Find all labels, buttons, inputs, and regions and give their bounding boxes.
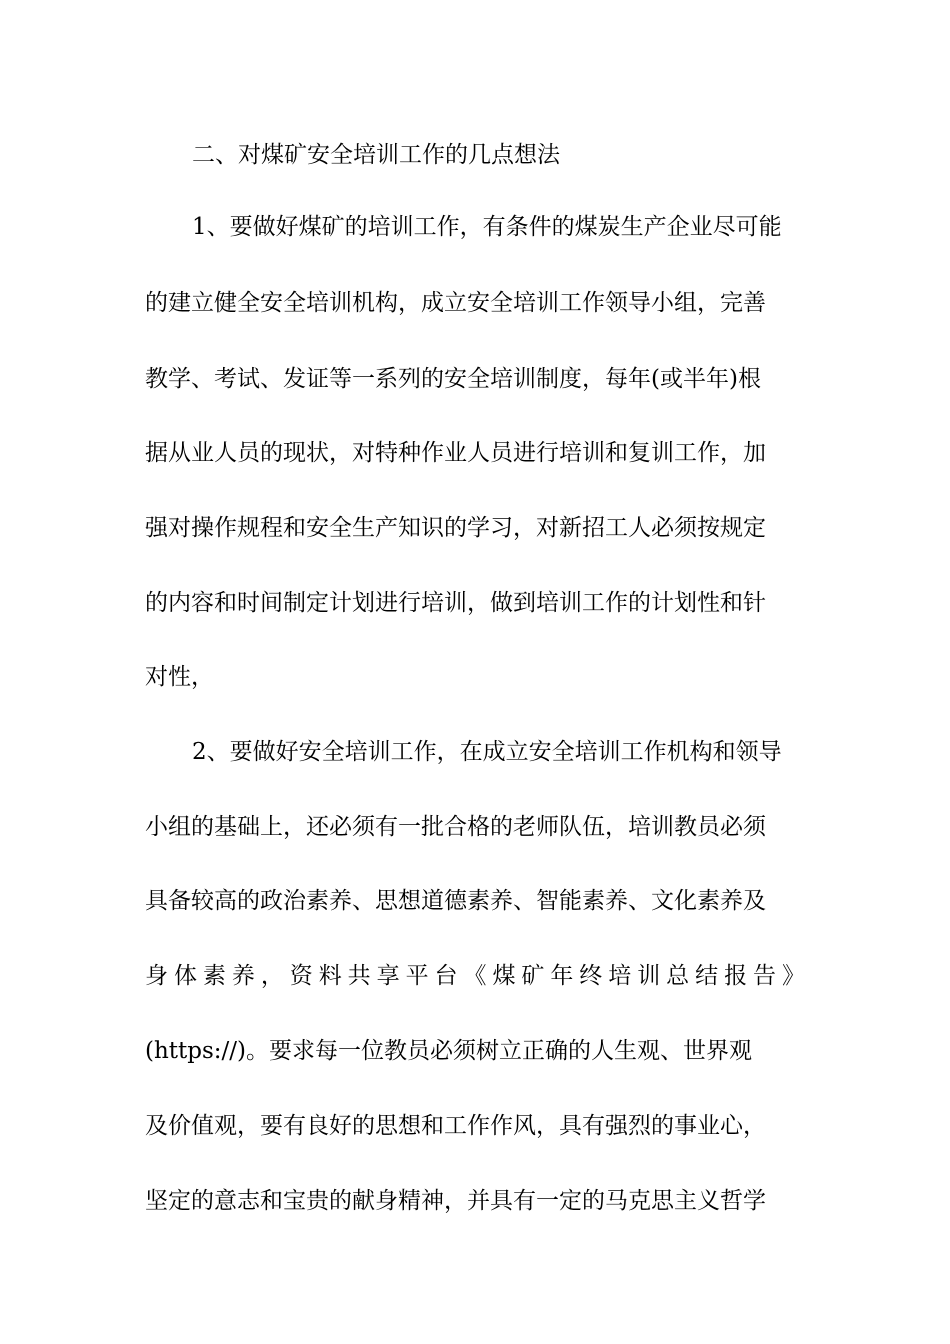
justified-char: 煤 (492, 963, 516, 989)
paragraph-line: 对性， (145, 664, 214, 690)
justified-char: 矿 (521, 963, 545, 989)
justified-char: 训 (637, 963, 661, 989)
justified-char: 告 (753, 963, 777, 989)
justified-char: 结 (695, 963, 719, 989)
justified-char: 报 (724, 963, 748, 989)
section-heading: 二、对煤矿安全培训工作的几点想法 (192, 142, 560, 168)
paragraph-line: 2、要做好安全培训工作，在成立安全培训工作机构和领导 (192, 739, 782, 765)
paragraph-line: 具备较高的政治素养、思想道德素养、智能素养、文化素养及 (145, 888, 766, 914)
justified-char: 资 (289, 963, 313, 989)
paragraph-line: (https://)。要求每一位教员必须树立正确的人生观、世界观 (145, 1038, 753, 1064)
justified-char: 《 (463, 963, 487, 989)
justified-char: 总 (666, 963, 690, 989)
justified-char: 素 (202, 963, 226, 989)
justified-char: 体 (173, 963, 197, 989)
justified-char: 培 (608, 963, 632, 989)
paragraph-line: 的内容和时间制定计划进行培训，做到培训工作的计划性和针 (145, 590, 766, 616)
paragraph-line: 据从业人员的现状，对特种作业人员进行培训和复训工作，加 (145, 440, 766, 466)
justified-char: 享 (376, 963, 400, 989)
paragraph-line: 小组的基础上，还必须有一批合格的老师队伍，培训教员必须 (145, 814, 766, 840)
paragraph-line: 的建立健全安全培训机构，成立安全培训工作领导小组，完善 (145, 290, 766, 316)
paragraph-line-justified (145, 961, 805, 991)
justified-char: 台 (434, 963, 458, 989)
paragraph-line: 及价值观，要有良好的思想和工作作风，具有强烈的事业心， (145, 1113, 766, 1139)
justified-char: 终 (579, 963, 603, 989)
justified-char: 年 (550, 963, 574, 989)
paragraph-line: 1、要做好煤矿的培训工作，有条件的煤炭生产企业尽可能 (192, 214, 782, 240)
justified-char: 养 (231, 963, 255, 989)
justified-char: 》 (781, 963, 805, 989)
justified-char: ， (260, 963, 284, 989)
paragraph-line: 教学、考试、发证等一系列的安全培训制度，每年(或半年)根 (145, 366, 761, 392)
justified-char: 平 (405, 963, 429, 989)
paragraph-line: 强对操作规程和安全生产知识的学习，对新招工人必须按规定 (145, 515, 766, 541)
paragraph-line: 坚定的意志和宝贵的献身精神，并具有一定的马克思主义哲学 (145, 1188, 766, 1214)
justified-char: 身 (145, 963, 168, 989)
justified-char: 共 (347, 963, 371, 989)
justified-char: 料 (318, 963, 342, 989)
